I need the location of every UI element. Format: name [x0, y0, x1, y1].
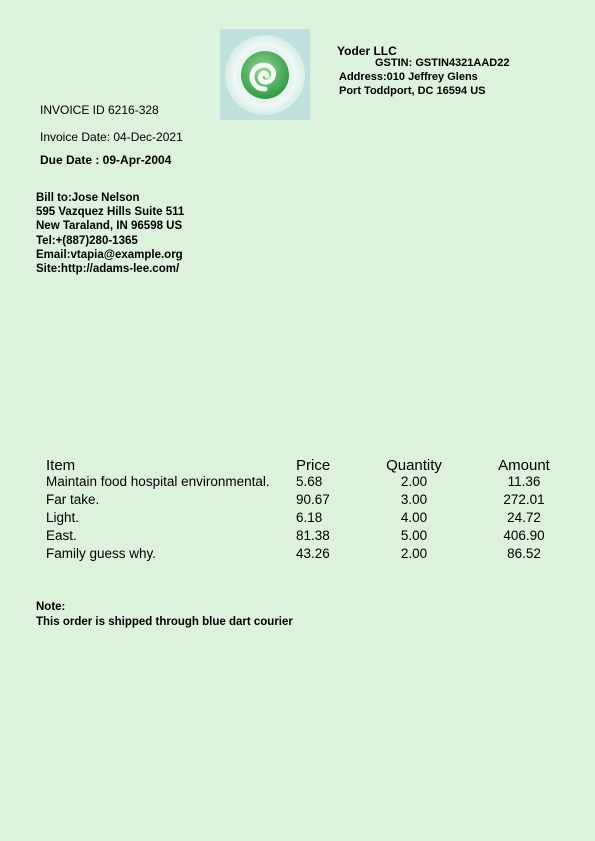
row-quantity: 3.00: [400, 492, 428, 507]
due-date: Due Date : 09-Apr-2004: [40, 153, 172, 167]
row-item: Family guess why.: [46, 546, 157, 561]
bill-to-tel: Tel:+(887)280-1365: [36, 235, 138, 247]
row-price: 43.26: [296, 546, 330, 561]
header-item: Item: [46, 457, 76, 474]
row-item: Light.: [46, 510, 80, 525]
bill-to-site: Site:http://adams-lee.com/: [36, 263, 180, 275]
row-amount: 406.90: [503, 528, 545, 543]
note-text: This order is shipped through blue dart courier: [36, 616, 293, 628]
spiral-logo-icon: [220, 29, 310, 120]
invoice-date: Invoice Date: 04-Dec-2021: [40, 130, 183, 144]
header-amount: Amount: [498, 457, 550, 474]
row-quantity: 2.00: [400, 474, 428, 489]
company-address: Address:010 Jeffrey Glens: [339, 71, 478, 83]
row-amount: 24.72: [507, 510, 541, 525]
row-quantity: 4.00: [400, 510, 428, 525]
row-amount: 11.36: [507, 474, 541, 489]
row-price: 5.68: [296, 474, 323, 489]
company-logo: [220, 29, 310, 120]
row-amount: 272.01: [503, 492, 545, 507]
header-quantity: Quantity: [386, 457, 442, 474]
bill-to-city: New Taraland, IN 96598 US: [36, 220, 183, 232]
bill-to-street: 595 Vazquez Hills Suite 511: [36, 206, 185, 218]
row-quantity: 5.00: [400, 528, 428, 543]
company-gstin: GSTIN: GSTIN4321AAD22: [375, 57, 510, 69]
row-item: East.: [46, 528, 77, 543]
header-price: Price: [296, 457, 331, 474]
invoice-id: INVOICE ID 6216-328: [40, 103, 159, 117]
row-item: Maintain food hospital environmental.: [46, 474, 270, 489]
note-label: Note:: [36, 601, 66, 613]
row-price: 81.38: [296, 528, 330, 543]
company-city: Port Toddport, DC 16594 US: [339, 85, 486, 97]
row-quantity: 2.00: [400, 546, 428, 561]
row-amount: 86.52: [507, 546, 541, 561]
company-name: Yoder LLC: [337, 44, 397, 58]
bill-to-email: Email:vtapia@example.org: [36, 249, 183, 261]
row-item: Far take.: [46, 492, 100, 507]
row-price: 6.18: [296, 510, 323, 525]
row-price: 90.67: [296, 492, 330, 507]
bill-to-name: Bill to:Jose Nelson: [36, 192, 140, 204]
